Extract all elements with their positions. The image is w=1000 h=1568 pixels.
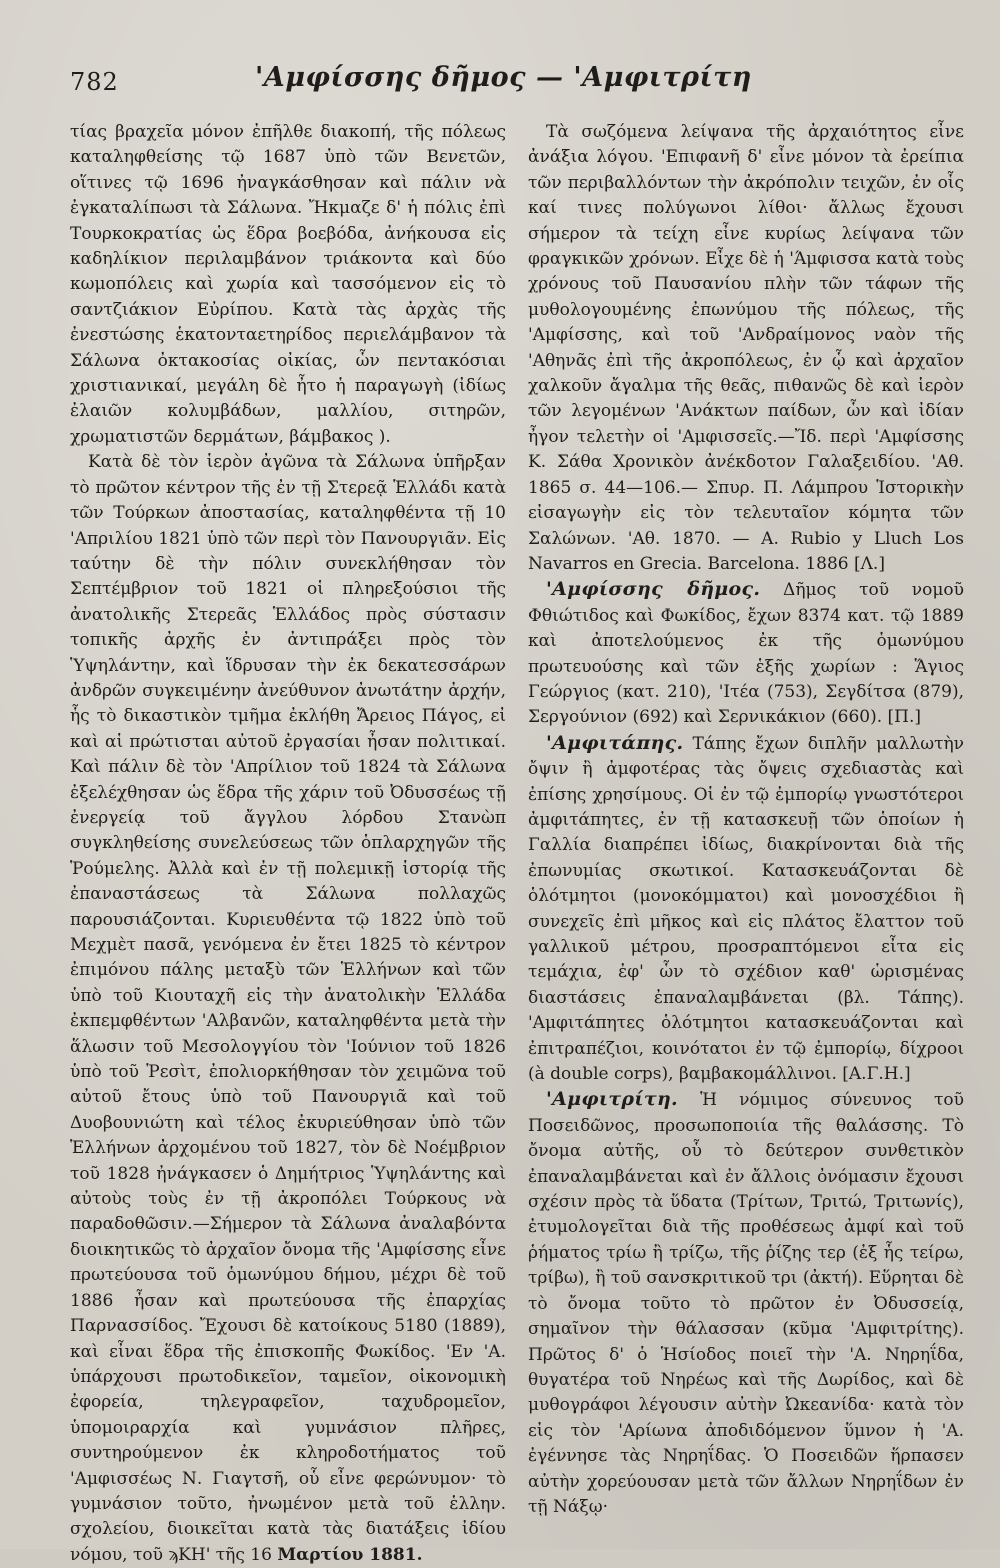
entry-body: Τάπης ἔχων διπλῆν μαλλωτὴν ὄψιν ἢ ἀμφοτέρας τὰς ὄψεις σχεδιαστὰς καὶ ἐπίσης χρησίμους. Οἱ ἐν τῷ ἐμπορίῳ γνωστότεροι ἀμφιτάπητες, ἐν τῇ κατασκευῇ τῶν ὁποίων ἡ Γαλλία διαπρέπει ἰδίως, διακρίνονται διὰ τῆς ἐπωνυμίας σκωτικοί. Κατασκευάζονται δὲ ὁλότμητοι (μονοκόμματοι) καὶ μονοσχέδιοι ἢ συνεχεῖς ἐπὶ μῆκος καὶ εἰς πλάτος ἔλαττον τοῦ γαλλικοῦ μέτρου, προσραπτόμενοι εἶτα εἰς τεμάχια, ἐφ' ὧν τὸ σχέδιον καθ' ὡρισμένας διαστάσεις ἐπαναλαμβάνεται (βλ. Τάπης). 'Αμφιτάπητες ὁλότμητοι κατασκευάζονται καὶ ἐπιτραπέζιοι, κοινότατοι ἐν τῷ ἐμπορίῳ, δίχροοι (à double corps), βαμβακομάλλινοι. [Α.Γ.Η.] [528,733,964,1085]
entry-body: Ἡ νόμιμος σύνευνος τοῦ Ποσειδῶνος, προσωποποιία τῆς θαλάσσης. Τὸ ὄνομα αὐτῆς, οὗ τὸ δεύτερον συνθετικὸν ἐπαναλαμβάνεται καὶ ἐν ἄλλοις ὀνόμασιν ἔχουσι σχέσιν πρὸς τὰ ὕδατα (Τρίτων, Τριτώ, Τριτωνίς), ἐτυμολογεῖται διὰ τῆς προθέσεως ἀμφί καὶ τοῦ ῥήματος τρίω ἢ τρίζω, τῆς ῥίζης τερ (ἐξ ἧς τείρω, τρίβω), ἢ τοῦ σανσκριτικοῦ τρι (ἀκτή). Εὕρηται δὲ τὸ ὄνομα τοῦτο τὸ πρῶτον ἐν Ὀδυσσείᾳ, σημαῖνον τὴν θάλασσαν (κῦμα 'Αμφιτρίτης). Πρῶτος δ' ὁ Ἡσίοδος ποιεῖ τὴν 'Α. Νηρηΐδα, θυγατέρα τοῦ Νηρέως καὶ τῆς Δωρίδος, καὶ δὲ μυθογράφοι λέγουσιν αὐτὴν Ὠκεανίδα· κατὰ τὸν εἰς τὸν 'Αρίωνα ἀποδιδόμενον ὕμνον ἡ 'Α. ἐγέννησε τὰς Νηρηΐδας. Ὁ Ποσειδῶν ἥρπασεν αὐτὴν χορεύουσαν μετὰ τῶν ἄλλων Νηρηΐδων ἐν τῇ Νάξῳ· [528,1090,964,1517]
entry-headword: 'Αμφιτάπης. [546,731,684,754]
paragraph: τίας βραχεῖα μόνον ἐπῆλθε διακοπή, τῆς πόλεως καταληφθείσης τῷ 1687 ὑπὸ τῶν Βενετῶν, οἵτινες τῷ 1696 ἠναγκάσθησαν καὶ πάλιν νὰ ἐγκαταλίπωσι τὰ Σάλωνα. Ἤκμαζε δ' ἡ πόλις ἐπὶ Τουρκοκρατίας ὡς ἕδρα βοεβόδα, ἀνήκουσα εἰς καδηλίκιον περιλαμβάνον τριάκοντα καὶ δύο κωμοπόλεις καὶ χωρία καὶ τασσόμενον εἰς τὸ σαντζιάκιον Εὐρίπου. Κατὰ τὰς ἀρχὰς τῆς ἐνεστώσης ἑκατονταετηρίδος περιελάμβανον τὰ Σάλωνα ὀκτακοσίας οἰκίας, ὧν πεντακόσιαι χριστιανικαί, μεγάλη δὲ ἦτο ἡ παραγωγὴ (ἰδίως ἐλαιῶν κολυμβάδων, μαλλίου, σιτηρῶν, χρωματιστῶν δερμάτων, βάμβακος ). [70,122,506,447]
date-closing: Μαρτίου 1881. [277,1544,423,1565]
entry-amfissis-dimos [528,577,964,730]
right-column [528,120,964,1568]
entry-headword: 'Αμφίσσης δῆμος. [546,578,761,601]
paragraph [70,450,506,1568]
running-title: 'Αμφίσσης δῆμος — 'Αμφιτρίτη [255,62,752,93]
left-column [70,120,506,1568]
text-columns [70,120,964,1568]
entry-body: Δῆμος τοῦ νομοῦ Φθιώτιδος καὶ Φωκίδος, ἔχων 8374 κατ. τῷ 1889 καὶ ἀποτελούμενος ἐκ τῆς ὁμωνύμου πρωτευούσης καὶ τῶν ἑξῆς χωρίων : Ἅγιος Γεώργιος (κατ. 210), 'Ιτέα (753), Σεγδίτσα (879), Σεργούνιον (692) καὶ Σερνικάκιον (660). [Π.] [528,580,964,728]
paragraph-text: Κατὰ δὲ τὸν ἱερὸν ἀγῶνα τὰ Σάλωνα ὑπῆρξαν τὸ πρῶτον κέντρον τῆς ἐν τῇ Στερεᾷ Ἑλλάδι κατὰ τῶν Τούρκων ἀποστασίας, καταληφθέντα τῇ 10 'Απριλίου 1821 ὑπὸ τῶν περὶ τὸν Πανουργιᾶν. Εἰς ταύτην δὲ τὴν πόλιν συνεκλήθησαν τὸν Σεπτέμβριον τοῦ 1821 οἱ πληρεξούσιοι τῆς ἀνατολικῆς Στερεᾶς Ἑλλάδος πρὸς σύστασιν τοπικῆς ἀρχῆς ἐν ἀντιπράξει πρὸς τὸν Ὑψηλάντην, καὶ ἵδρυσαν τὴν ἐκ δεκατεσσάρων ἀνδρῶν συγκειμένην ἀνεύθυνον ἀνωτάτην ἀρχήν, ἧς τὸ δικαστικὸν τμῆμα ἐκλήθη Ἄρειος Πάγος, εἰ καὶ αἱ πρώτισται αὐτοῦ ἐργασίαι ἦσαν πολιτικαί. Καὶ πάλιν δὲ τὸν 'Απρίλιον τοῦ 1824 τὰ Σάλωνα ἐξελέχθησαν ὡς ἕδρα τῆς χάριν τοῦ Ὀδυσσέως τῇ ἐνεργείᾳ τοῦ ἄγγλου λόρδου Στανὼπ συγκληθείσης συνελεύσεως τῶν ὁπλαρχηγῶν τῆς Ῥούμελης. Ἀλλὰ καὶ ἐν τῇ πολεμικῇ ἱστορίᾳ τῆς ἐπαναστάσεως τὰ Σάλωνα πολλαχῶς παρουσιάζονται. Κυριευθέντα τῷ 1822 ὑπὸ τοῦ Μεχμὲτ πασᾶ, γενόμενα ἐν ἔτει 1825 τὸ κέντρον ἐπιμόνου πάλης μεταξὺ τῶν Ἑλλήνων καὶ τῶν ὑπὸ τοῦ Κιουταχῆ εἰς τὴν ἀνατολικὴν Ἑλλάδα ἐκπεμφθέντων 'Αλβανῶν, καταληφθέντα μετὰ τὴν ἅλωσιν τοῦ Μεσολογγίου τὸν 'Ιούνιον τοῦ 1826 ὑπὸ τοῦ Ῥεσὶτ, ἐπολιορκήθησαν τὸν χειμῶνα τοῦ αὐτοῦ ἔτους ὑπὸ τοῦ Πανουργιᾶ καὶ τοῦ Δυοβουνιώτη καὶ τέλος ἐκυριεύθησαν ὑπὸ τῶν Ἑλλήνων ἀρχομένου τοῦ 1827, τὸν δὲ Νοέμβριον τοῦ 1828 ἠνάγκασεν ὁ Δημήτριος Ὑψηλάντης καὶ αὐτοὺς τοὺς ἐν τῇ ἀκροπόλει Τούρκους νὰ παραδοθῶσιν.—Σήμερον τὰ Σάλωνα ἀναλαβόντα διοικητικῶς τὸ ἀρχαῖον ὄνομα τῆς 'Αμφίσσης εἶνε πρωτεύουσα τοῦ ὁμωνύμου δήμου, μέχρι δὲ τοῦ 1886 ἦσαν καὶ πρωτεύουσα τῆς ἐπαρχίας Παρνασσίδος. Ἔχουσι δὲ κατοίκους 5180 (1889), καὶ εἶναι ἕδρα τῆς ἐπισκοπῆς Φωκίδος. 'Εν 'Α. ὑπάρχουσι πρωτοδικεῖον, ταμεῖον, οἰκονομικὴ ἐφορεία, τηλεγραφεῖον, ταχυδρομεῖον, ὑπομοιραρχία καὶ γυμνάσιον πλῆρες, συντηρούμενον ἐκ κληροδοτήματος τοῦ 'Αμφισσέως Ν. Γιαγτσῆ, οὗ εἶνε φερώνυμον· τὸ γυμνάσιον τοῦτο, ἠνωμένον μετὰ τοῦ ἑλλην. σχολείου, διοικεῖται κατὰ τὰς διατάξεις ἰδίου νόμου, τοῦ ϡΚΗ' τῆς 16 [70,452,506,1565]
entry-amfitapis [528,731,964,1088]
page-header [70,62,964,112]
entry-amfitriti [528,1087,964,1520]
entry-headword: 'Αμφιτρίτη. [546,1088,678,1111]
page-number: 782 [70,68,119,96]
paragraph: Τὰ σωζόμενα λείψανα τῆς ἀρχαιότητος εἶνε ἀνάξια λόγου. 'Επιφανῆ δ' εἶνε μόνον τὰ ἐρείπια τῶν περιβαλλόντων τὴν ἀκρόπολιν τειχῶν, ἐν οἷς καί τινες πολύγωνοι λίθοι· ἄλλως ἔχουσι σήμερον τὰ τείχη εἶνε κυρίως λείψανα τῶν φραγκικῶν χρόνων. Εἶχε δὲ ἡ 'Άμφισσα κατὰ τοὺς χρόνους τοῦ Παυσανίου πλὴν τῶν τάφων τῆς μυθολογουμένης ἐπωνύμου τῆς πόλεως, τῆς 'Αμφίσσης, καὶ τοῦ 'Ανδραίμονος ναὸν τῆς 'Αθηνᾶς ἐπὶ τῆς ἀκροπόλεως, ἐν ᾧ καὶ ἀρχαῖον χαλκοῦν ἄγαλμα τῆς θεᾶς, πιθανῶς δὲ καὶ ἱερὸν τῶν λεγομένων 'Ανάκτων παίδων, ὧν καὶ ἰδίαν ἦγον τελετὴν οἱ 'Αμφισσεῖς.—Ἴδ. περὶ 'Αμφίσσης Κ. Σάθα Χρονικὸν ἀνέκδοτον Γαλαξειδίου. 'Αθ. 1865 σ. 44—106.— Σπυρ. Π. Λάμπρου Ἱστορικὴν εἰσαγωγὴν εἰς τὸν τελευταῖον κόμητα τῶν Σαλώνων. 'Αθ. 1870. — A. Rubio y Lluch Los Navarros en Grecia. Barcelona. 1886 [Λ.] [528,122,964,574]
